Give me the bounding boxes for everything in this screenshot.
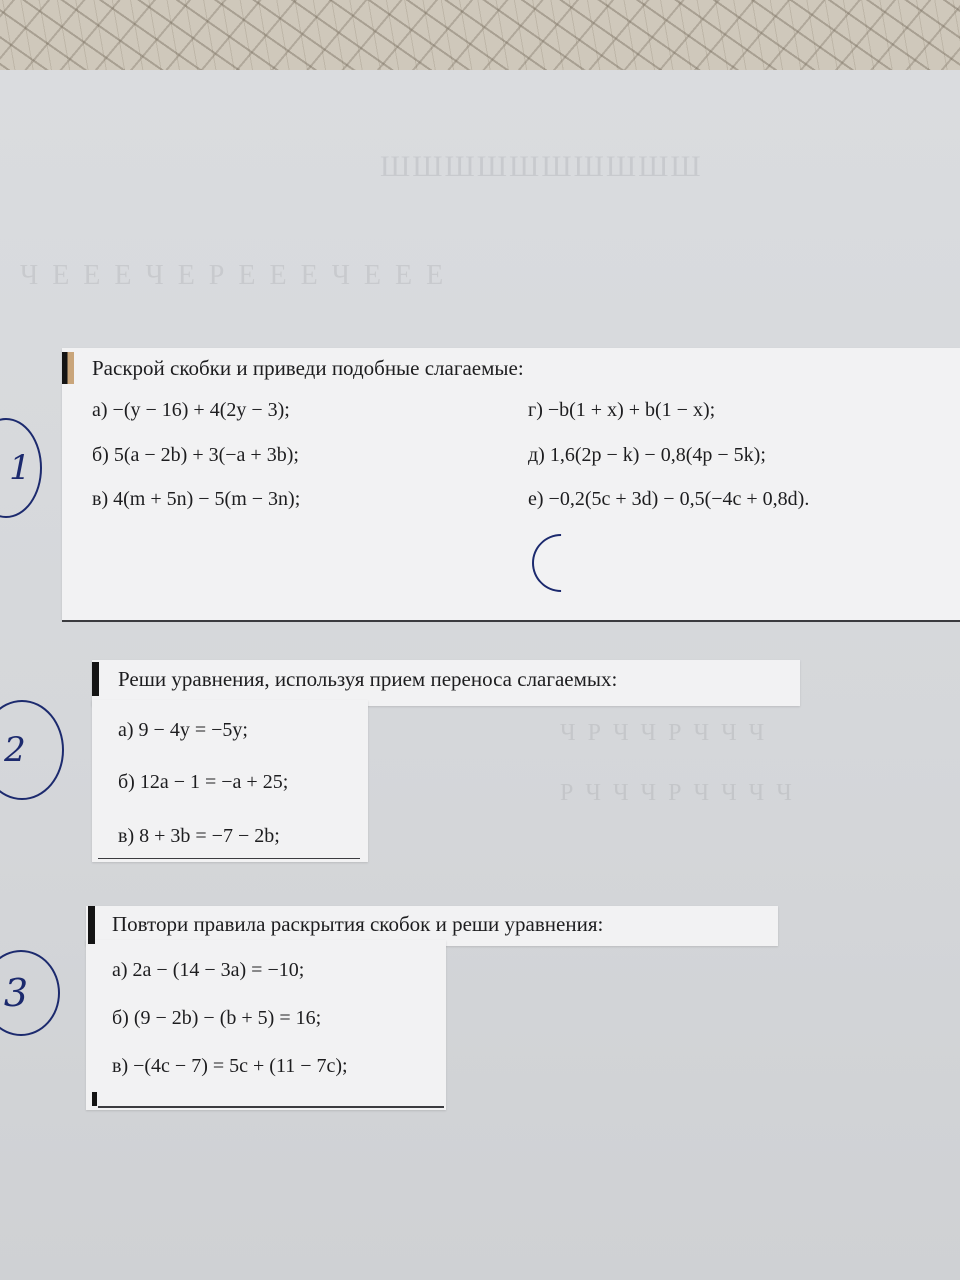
- section2-bottom-rule: [98, 858, 360, 859]
- section3-bottom-rule: [98, 1106, 444, 1108]
- section2-item-a: а) 9 − 4y = −5y;: [118, 719, 248, 741]
- section1-item-e: е) −0,2(5c + 3d) − 0,5(−4c + 0,8d).: [528, 488, 810, 510]
- section1-bottom-rule: [62, 620, 960, 622]
- section-marker-3: [88, 906, 95, 944]
- section-marker-2: [92, 662, 99, 696]
- section-marker-3-end: [92, 1092, 97, 1106]
- section1-item-b: б) 5(a − 2b) + 3(−a + 3b);: [92, 444, 299, 466]
- bleed-through-text: РЧЧЧРЧЧЧЧ: [560, 780, 804, 806]
- margin-number-3: 3: [3, 971, 29, 1015]
- margin-number-1: 1: [9, 448, 31, 488]
- section-marker-1: [62, 352, 74, 384]
- section2-item-b: б) 12a − 1 = −a + 25;: [118, 771, 289, 793]
- bleed-through-text: ЧРЧЧРЧЧЧ: [560, 720, 777, 746]
- section1-item-d: д) 1,6(2p − k) − 0,8(4p − 5k);: [528, 444, 766, 466]
- section1-item-v: в) 4(m + 5n) − 5(m − 3n);: [92, 488, 301, 510]
- margin-number-2: 2: [4, 730, 26, 770]
- bleed-through-text: ШШШШШШШШШШ: [380, 150, 703, 183]
- section2-item-v: в) 8 + 3b = −7 − 2b;: [118, 825, 280, 847]
- task-strip-1: [62, 348, 960, 620]
- section1-item-g: г) −b(1 + x) + b(1 − x);: [528, 399, 716, 421]
- section1-item-a: а) −(y − 16) + 4(2y − 3);: [92, 399, 290, 421]
- section3-item-a: а) 2a − (14 − 3a) = −10;: [112, 959, 305, 981]
- section3-item-v: в) −(4c − 7) = 5c + (11 − 7c);: [112, 1055, 348, 1077]
- bleed-through-text: ЧЕЕЕЧЕРЕЕЕЧЕЕЕ: [20, 260, 458, 291]
- section1-heading: Раскрой скобки и приведи подобные слагаемые:: [92, 356, 524, 380]
- section3-heading: Повтори правила раскрытия скобок и реши уравнения:: [112, 912, 604, 936]
- section3-item-b: б) (9 − 2b) − (b + 5) = 16;: [112, 1007, 322, 1029]
- section2-heading: Реши уравнения, используя прием переноса слагаемых:: [118, 667, 618, 691]
